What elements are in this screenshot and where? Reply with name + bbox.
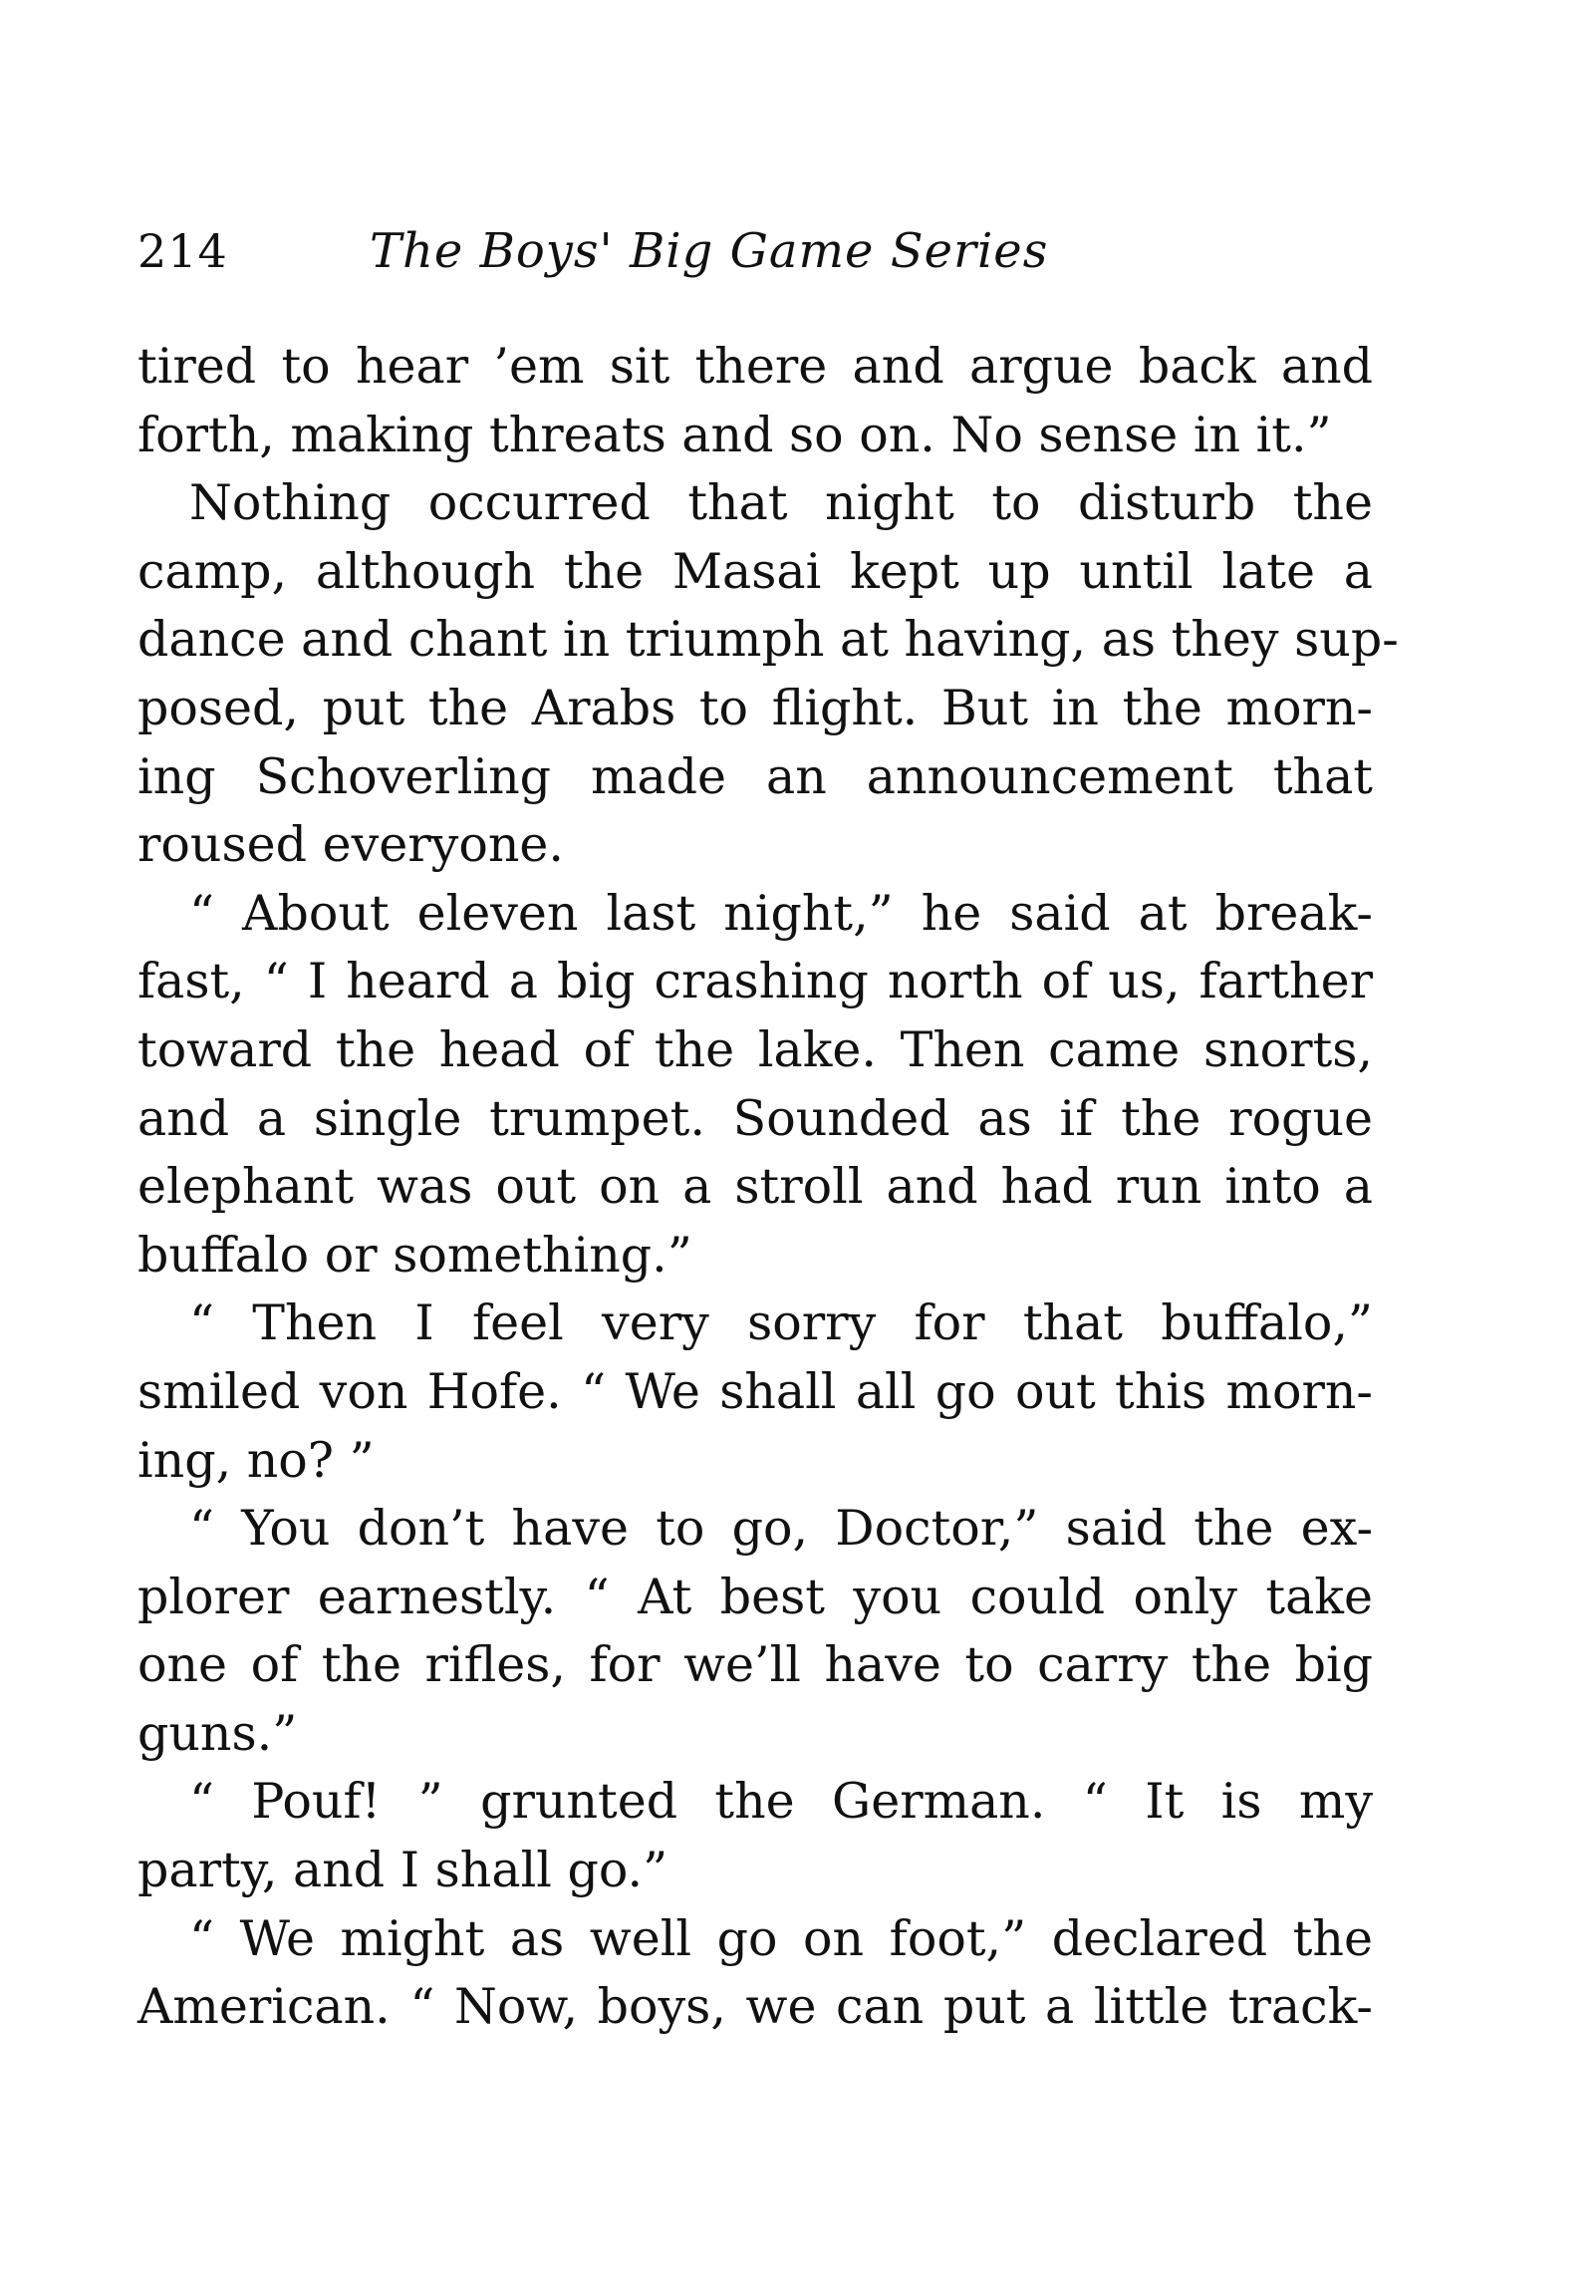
text-line: guns.” [137, 1704, 298, 1762]
text-line: one of the rifles, for we’ll have to carry the big [137, 1636, 1373, 1694]
text-line: “ We might as well go on foot,” declared the [189, 1909, 1373, 1967]
text-line: ing Schoverling made an announcement that [137, 747, 1373, 805]
page-header [137, 221, 1373, 291]
text-line: “ About eleven last night,” he said at break- [189, 884, 1373, 942]
text-line: dance and chant in triumph at having, as they sup- [137, 611, 1399, 669]
text-line: posed, put the Arabs to flight. But in the morn- [137, 679, 1373, 736]
page-number: 214 [137, 224, 228, 278]
text-line: forth, making threats and so on. No sense in it.” [137, 406, 1332, 463]
text-line: “ You don’t have to go, Doctor,” said the ex- [189, 1500, 1373, 1558]
text-line: party, and I shall go.” [137, 1842, 668, 1899]
text-line: toward the head of the lake. Then came snorts, [137, 1020, 1373, 1078]
text-line: “ Then I feel very sorry for that buffalo,” [189, 1294, 1373, 1352]
text-line: ing, no? ” [137, 1431, 375, 1489]
text-line: tired to hear ’em sit there and argue back and [137, 338, 1373, 395]
text-line: smiled von Hofe. “ We shall all go out this morn- [137, 1362, 1373, 1420]
text-line: and a single trumpet. Sounded as if the rogue [137, 1089, 1373, 1147]
text-line: fast, “ I heard a big crashing north of us, farther [137, 953, 1373, 1010]
text-line: roused everyone. [137, 816, 564, 874]
text-line: elephant was out on a stroll and had run into a [137, 1158, 1373, 1216]
text-line: Nothing occurred that night to disturb the [189, 474, 1373, 532]
text-line: buffalo or something.” [137, 1226, 692, 1284]
text-line: camp, although the Masai kept up until late a [137, 542, 1373, 600]
text-line: plorer earnestly. “ At best you could only take [137, 1568, 1373, 1625]
text-line: American. “ Now, boys, we can put a little track- [137, 1978, 1373, 2036]
text-line: “ Pouf! ” grunted the German. “ It is my [189, 1773, 1373, 1831]
body-text [137, 333, 1399, 2042]
running-title: The Boys' Big Game Series [370, 223, 1049, 279]
